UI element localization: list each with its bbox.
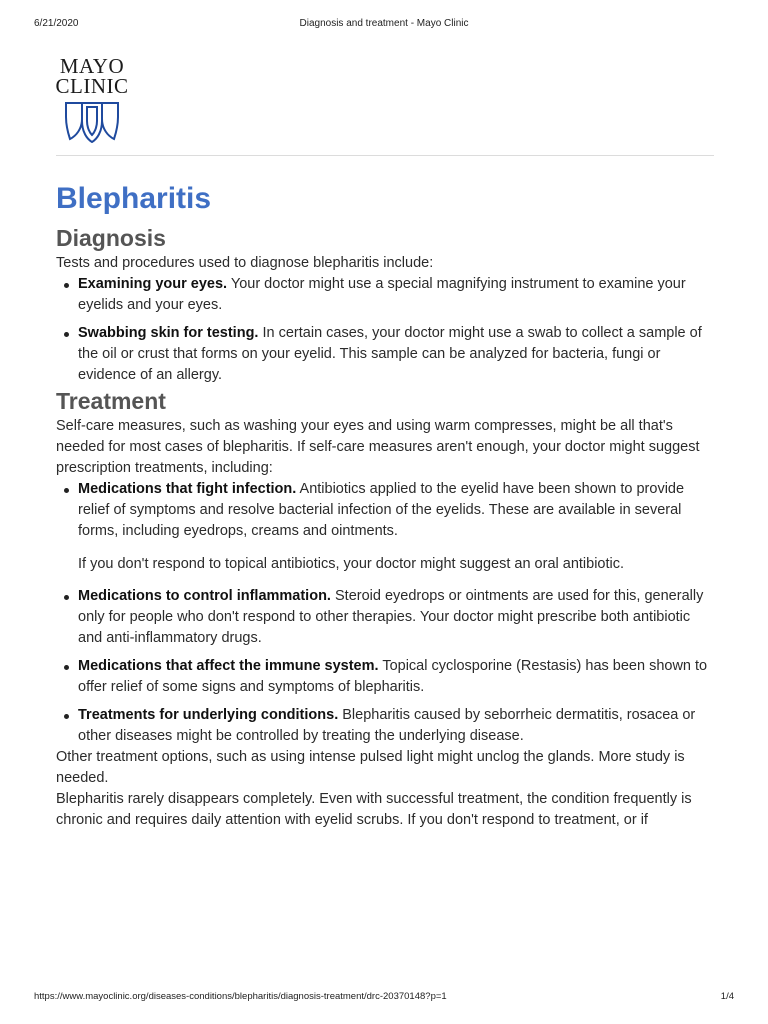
list-item-lead: Medications that affect the immune system. <box>78 658 379 674</box>
list-item-subtext: If you don't respond to topical antibiotics, your doctor might suggest an oral antibiotic. <box>78 556 625 572</box>
treatment-list <box>56 479 716 747</box>
list-item-text: Antibiotics applied to the eyelid have been shown to provide relief of symptoms and resolve bacterial infection of the eyelids. These are available in several forms, including eyedrops, creams and ointments. <box>78 481 685 539</box>
diagnosis-intro: Tests and procedures used to diagnose blepharitis include: <box>56 255 434 271</box>
page-title: Blepharitis <box>56 182 212 215</box>
print-url: https://www.mayoclinic.org/diseases-conditions/blepharitis/diagnosis-treatment/drc-20370148?p=1 <box>34 991 447 1002</box>
print-header <box>34 18 734 32</box>
list-item-lead: Treatments for underlying conditions. <box>78 707 339 723</box>
list-item-text: Topical cyclosporine (Restasis) has been shown to offer relief of some signs and symptoms of blepharitis. <box>78 658 708 695</box>
list-item <box>78 274 716 316</box>
print-footer <box>34 991 734 1005</box>
treatment-heading: Treatment <box>56 388 166 414</box>
diagnosis-list <box>56 274 716 386</box>
list-item-text: Blepharitis caused by seborrheic dermatitis, rosacea or other diseases might be controlled by treating the underlying disease. <box>78 707 696 744</box>
print-date: 6/21/2020 <box>34 18 79 29</box>
list-item-text: In certain cases, your doctor might use a swab to collect a sample of the oil or crust that forms on your eyelid. This sample can be analyzed for bacteria, fungi or evidence of an allergy. <box>78 325 702 383</box>
other-treatments-paragraph: Other treatment options, such as using intense pulsed light might unclog the glands. More study is needed. <box>56 749 685 786</box>
list-item <box>78 323 716 386</box>
list-item-lead: Examining your eyes. <box>78 276 228 292</box>
logo-wordmark-line2: CLINIC <box>55 74 129 98</box>
list-item-text: Your doctor might use a special magnifying instrument to examine your eyelids and your eyes. <box>78 276 686 313</box>
shield-icon <box>64 99 120 143</box>
list-item-lead: Medications that fight infection. <box>78 481 297 497</box>
list-item <box>78 705 716 747</box>
list-item-lead: Medications to control inflammation. <box>78 588 331 604</box>
chronic-condition-paragraph: Blepharitis rarely disappears completely. Even with successful treatment, the condition frequently is chronic and requires daily attention with eyelid scrubs. If you don't respond to treatment, or if <box>56 791 692 828</box>
list-item <box>78 656 716 698</box>
list-item-lead: Swabbing skin for testing. <box>78 325 259 341</box>
page-number: 1/4 <box>720 991 734 1002</box>
list-item-text: Steroid eyedrops or ointments are used for this, generally only for people who don't respond to other therapies. Your doctor might prescribe both antibiotic and anti-inflammatory drugs. <box>78 588 704 646</box>
mayo-clinic-logo[interactable] <box>54 56 130 143</box>
print-page-title: Diagnosis and treatment - Mayo Clinic <box>299 18 469 29</box>
diagnosis-heading: Diagnosis <box>56 225 166 251</box>
list-item <box>78 479 716 575</box>
article <box>56 175 716 831</box>
logo-wordmark-line1: MAYO <box>59 54 125 78</box>
list-item <box>78 586 716 649</box>
header-divider <box>56 155 714 156</box>
treatment-intro: Self-care measures, such as washing your eyes and using warm compresses, might be all that's needed for most cases of blepharitis. If self-care measures aren't enough, your doctor might suggest prescription treatments, including: <box>56 418 700 476</box>
